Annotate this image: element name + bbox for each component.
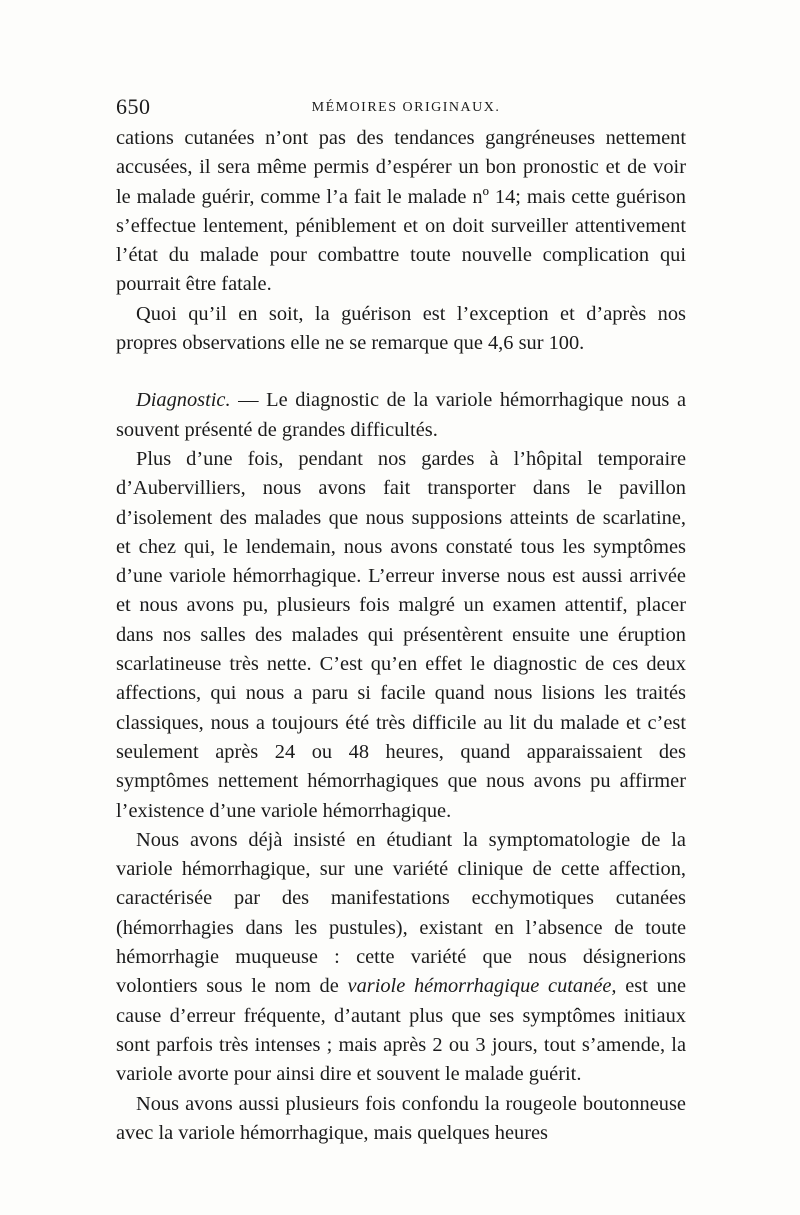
paragraph-prognosis [116,300,686,359]
paragraph-text: Quoi qu’il en soit, la guérison est l’exception et d’après nos propres observations elle ne se remarque que 4,6 sur 100. [116,302,686,355]
paragraph-text: — Le diagnostic de la variole hémorrhagique nous a souvent présenté de grandes difficultés. [116,389,686,441]
paragraph-text: est une cause d’erreur fréquente, d’autant plus que ses symptômes initiaux sont parfois très intenses ; mais après 2 ou 3 jours, tout s’amende, la variole avorte pour ainsi dire et souvent le malade guérit. [116,975,687,1086]
italic-term: variole hémorrhagique cutanée, [347,975,617,998]
paragraph-diagnostic [116,386,686,445]
running-header [116,92,686,122]
paragraph-aubervilliers [116,445,686,826]
paragraph-text: Nous avons aussi plusieurs fois confondu la rougeole boutonneuse avec la variole hémorrhagique, mais quelques heures [116,1092,686,1144]
page-number: 650 [116,94,151,119]
paragraph-continuation [116,124,686,300]
section-heading-diagnostic: Diagnostic. [136,389,231,412]
running-title: MÉMOIRES ORIGINAUX. [311,100,501,115]
paragraph-text: Nous avons déjà insisté en étudiant la symptomatologie de la variole hémorrhagique, sur une variété clinique de cette affection, caractérisée par des manifestations ecchymotiques cutanées (hémorrhagies dans les pustules), existant en l’absence de toute hémorrhagie muqueuse : cette variété que nous désignerions volontiers sous le nom de [116,828,686,998]
body-text [116,124,686,1148]
paragraph-cutaneous-variety [116,826,686,1090]
paragraph-measles [116,1090,686,1149]
paragraph-text: Plus d’une fois, pendant nos gardes à l’hôpital temporaire d’Aubervilliers, nous avons fait transporter dans le pavillon d’isolement des malades que nous supposions atteints de scarlatine, et chez qui, le lendemain, nous avons constaté tous les symptômes d’une variole hémorrhagique. L’erreur inverse nous est aussi arrivée et nous avons pu, plusieurs fois malgré un examen attentif, placer dans nos salles des malades qui présentèrent ensuite une éruption scarlatineuse très nette. C’est qu’en effet le diagnostic de ces deux affections, qui nous a paru si facile quand nous lisions les traités classiques, nous a toujours été très difficile au lit du malade et c’est seulement après 24 ou 48 heures, quand apparaissaient des symptômes nettement hémorrhagiques que nous avons pu affirmer l’existence d’une variole hémorrhagique. [116,447,686,822]
paragraph-text: cations cutanées n’ont pas des tendances gangréneuses nettement accusées, il sera même permis d’espérer un bon pronostic et de voir le malade guérir, comme l’a fait le malade nº 14; mais cette guérison s’effectue lentement, péniblement et on doit surveiller attentivement l’état du malade pour combattre toute nouvelle complication qui pourrait être fatale. [116,127,686,296]
